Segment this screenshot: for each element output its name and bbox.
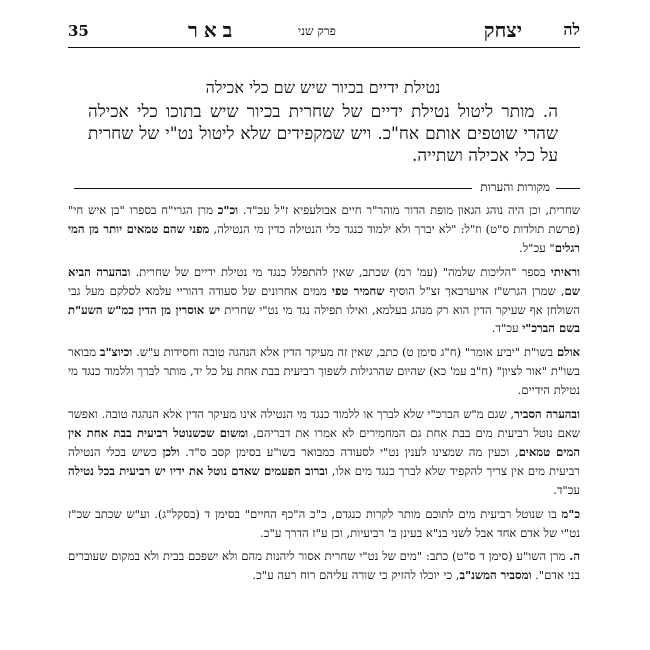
note-bold-text: וכ"כ — [217, 203, 239, 217]
note-text: מבואר בשו"ת "אור לציון" (ח"ב עמ' כא) שהיום שהרגילות לשפוך רביעית בבת אחת על כל יד, מותר לברך וללמוד כנגד מי נטילת הידיים. — [68, 345, 580, 398]
note-text: שחרית, וכן היה נוהג הגאון מופת הדור מוהר"ר חיים אבולעפיא ז"ל עכ"ד. — [238, 203, 580, 217]
note-bold-text: ובהערה הביא שם — [68, 264, 580, 298]
note-bold-text: אולם — [556, 345, 581, 360]
header-rule — [68, 47, 580, 48]
note-text: מרן השו"ע (סימן ד ס"ט) כתב: "מים של נט"י שחרית אסור ליהנות מהם ולא ישפכם בבית ולא במקום שעוברים בני אדם". — [68, 549, 580, 583]
note-text: עכ"ד. — [491, 321, 523, 336]
note-bold-text: וברוב הפעמים שאדם נוטל את ידיו יש רביעית בכל נטילה — [68, 463, 328, 478]
note-bold-text: ה. — [569, 549, 580, 564]
note-paragraph — [68, 343, 580, 400]
chapter-label: פרק שני — [298, 24, 336, 38]
note-text: בספר "הליכות שלמה" (עמ' רמ) שכתב, שאין להתפלל כנגד מי נטילת ידיים של שחרית. — [130, 264, 551, 279]
note-text: , כי יוכלו להזיק כי שורה עליהם רוח רעה ע"כ. — [252, 568, 460, 583]
note-text: ממים אחרונים של סעודה דהוריי עלמא לסלקם מעל גבי השולחן אף שעיקר הדין הוא רק מנהג בעלמא, ואילו תפילה נגד מי נט"י שחרית — [68, 283, 581, 317]
note-bold-text: ומסביר המשנ"ב — [459, 568, 532, 583]
note-paragraph — [68, 405, 580, 500]
note-text: , שמרן הגרש"ז אויערבאך זצ"ל הוסיף — [384, 283, 565, 298]
note-bold-text: כ"מ — [561, 506, 580, 521]
note-paragraph — [68, 505, 580, 543]
note-text: בשו"ת "יביע אומר" (ח"ג סימן ט) כתב, שאין זה מעיקר הדין אלא הנהגה טובה וחסידות ע"ש. — [132, 345, 557, 360]
note-bold-text: וכיוצ"ב — [99, 345, 133, 360]
main-text — [68, 78, 580, 167]
note-text: , שגם מ"ש הברכ"י שלא לברך או ללמוד כנגד מי הנטילה אינו מעיקר הדין אלא הנהגה טובה. ואפשר שאם נוטל רביעית מים בבת אחת גם המחמירים לא אמרו את דבריהם, — [68, 407, 580, 440]
note-bold-text: מפני שהם טמאים יותר מן המי רגלים — [68, 221, 580, 255]
note-bold-text: ומשום שכשנוטל רביעית בבת אחת אין המים טמאים — [68, 425, 580, 459]
note-text: , וכעין מה שמצינו לענין נט"י לסעודה כמבואר בשו"ע בסימן קסב ס"ד. — [179, 444, 519, 459]
heading-rule-left — [74, 188, 472, 189]
book-title: באר — [188, 18, 239, 42]
notes-heading: מקורות והערות — [480, 180, 550, 194]
page-number: 35 — [68, 22, 89, 40]
note-bold-text: שחמיר טפי — [331, 283, 385, 298]
note-text: בו שנוטל רביעית מים לתוכם מותר לקרות כנגדם, כ"כ ה"כף החיים" בסימן ד (בסקל"ג). וע"ש שכתב שכ"ז נט"י של אדם אחד אבל לשני בנ"א בעינן ב' רביעיות, וכן ע"ז הדרך ע"כ. — [68, 506, 580, 540]
book-page — [68, 18, 580, 638]
note-bold-text: ולכן — [162, 444, 180, 459]
note-paragraph — [68, 547, 580, 585]
note-text: עכ"ד. — [553, 482, 580, 497]
main-paragraph: ה. מותר ליטול נטילת ידיים של שחרית בכיור שיש בתוכו כלי אכילה שהרי שוטפים אותם אח"כ. ויש שמקפידים שלא ליטול נט"י של שחרית על כלי אכילה ושתייה. — [88, 102, 558, 166]
running-header — [68, 18, 580, 48]
note-paragraph — [68, 201, 580, 258]
note-paragraph — [68, 263, 580, 339]
notes-body — [68, 201, 580, 585]
note-text: כשיש בכלי הנטילה רביעית מים אין צריך להקפיד שלא לברך כנגד מים אלו, — [68, 444, 580, 478]
note-bold-text: ובהערה הסביר — [514, 407, 580, 422]
note-text: " עכ"ל. — [519, 240, 555, 255]
hebrew-page-number: לה — [563, 20, 580, 39]
note-bold-text: וראיתי — [550, 264, 580, 279]
note-text: מרן הגרי"ח בספרו "בן איש חי" (פרשת תולדות ס"ט) וז"ל: "לא יברך ולא ילמוד כנגד כלי הנטילה כדין מי הנטילה, — [68, 203, 580, 236]
note-bold-text: יש אוסרין מן הדין כמ"ש השע"ת בשם הברכ"י — [68, 302, 580, 336]
book-title-word: יצחק — [483, 18, 522, 42]
notes-heading-bar — [68, 177, 580, 201]
section-title: נטילת ידיים בכיור שיש שם כלי אכילה — [205, 78, 441, 97]
heading-rule-right — [556, 188, 580, 189]
